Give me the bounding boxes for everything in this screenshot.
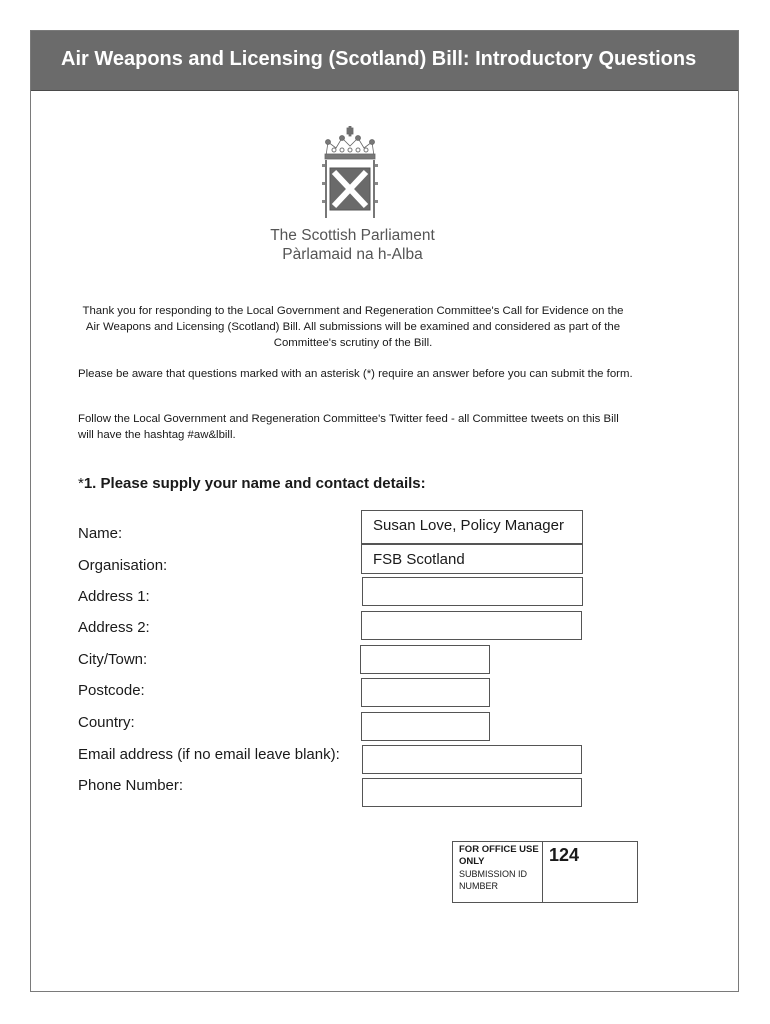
header-bar	[31, 31, 738, 91]
submission-id-value: 124	[549, 845, 580, 865]
organisation-label: Organisation:	[78, 557, 168, 574]
address-1-label: Address 1:	[78, 588, 150, 605]
email-label: Email address (if no email leave blank):	[78, 746, 340, 763]
city-town-label: City/Town:	[78, 651, 148, 668]
city-town-field[interactable]	[360, 645, 490, 674]
postcode-label: Postcode:	[78, 682, 145, 699]
question-1-heading	[78, 475, 426, 492]
phone-field[interactable]	[362, 778, 582, 807]
intro-paragraph: Thank you for responding to the Local Government and Regeneration Committee's Call for Evidence on the Air Weapons and Licensing (Scotland) Bill. All submissions will be examined and considered as part of the Committee's scrutiny of the Bill.	[82, 305, 624, 349]
required-asterisk: *	[78, 475, 84, 492]
twitter-note: Follow the Local Government and Regeneration Committee's Twitter feed - all Committee tweets on this Bill will have the hashtag #aw&lbill.	[78, 413, 619, 441]
country-field[interactable]	[361, 712, 490, 741]
name-label: Name:	[78, 525, 123, 542]
logo-name-gaelic: Pàrlamaid na h-Alba	[282, 246, 423, 263]
name-field[interactable]: Susan Love, Policy Manager	[361, 510, 583, 544]
logo-name-english: The Scottish Parliament	[270, 227, 435, 244]
office-use-box	[452, 841, 638, 903]
email-field[interactable]	[362, 745, 582, 774]
country-label: Country:	[78, 714, 135, 731]
page-title: Air Weapons and Licensing (Scotland) Bill: Introductory Questions	[61, 48, 697, 70]
organisation-field[interactable]: FSB Scotland	[361, 544, 583, 574]
address-2-label: Address 2:	[78, 619, 150, 636]
phone-label: Phone Number:	[78, 777, 184, 794]
address-1-field[interactable]	[362, 577, 583, 606]
question-1-title: 1. Please supply your name and contact details:	[83, 475, 426, 492]
office-box-divider	[542, 842, 543, 902]
asterisk-note: Please be aware that questions marked with an asterisk (*) require an answer before you can submit the form.	[78, 368, 633, 380]
logo-wordmark	[240, 226, 465, 264]
scottish-parliament-crest-icon	[320, 126, 380, 222]
address-2-field[interactable]	[361, 611, 582, 640]
submission-id-label: SUBMISSION ID NUMBER	[459, 869, 528, 891]
postcode-field[interactable]	[361, 678, 490, 707]
office-use-label: FOR OFFICE USE ONLY	[459, 844, 539, 867]
